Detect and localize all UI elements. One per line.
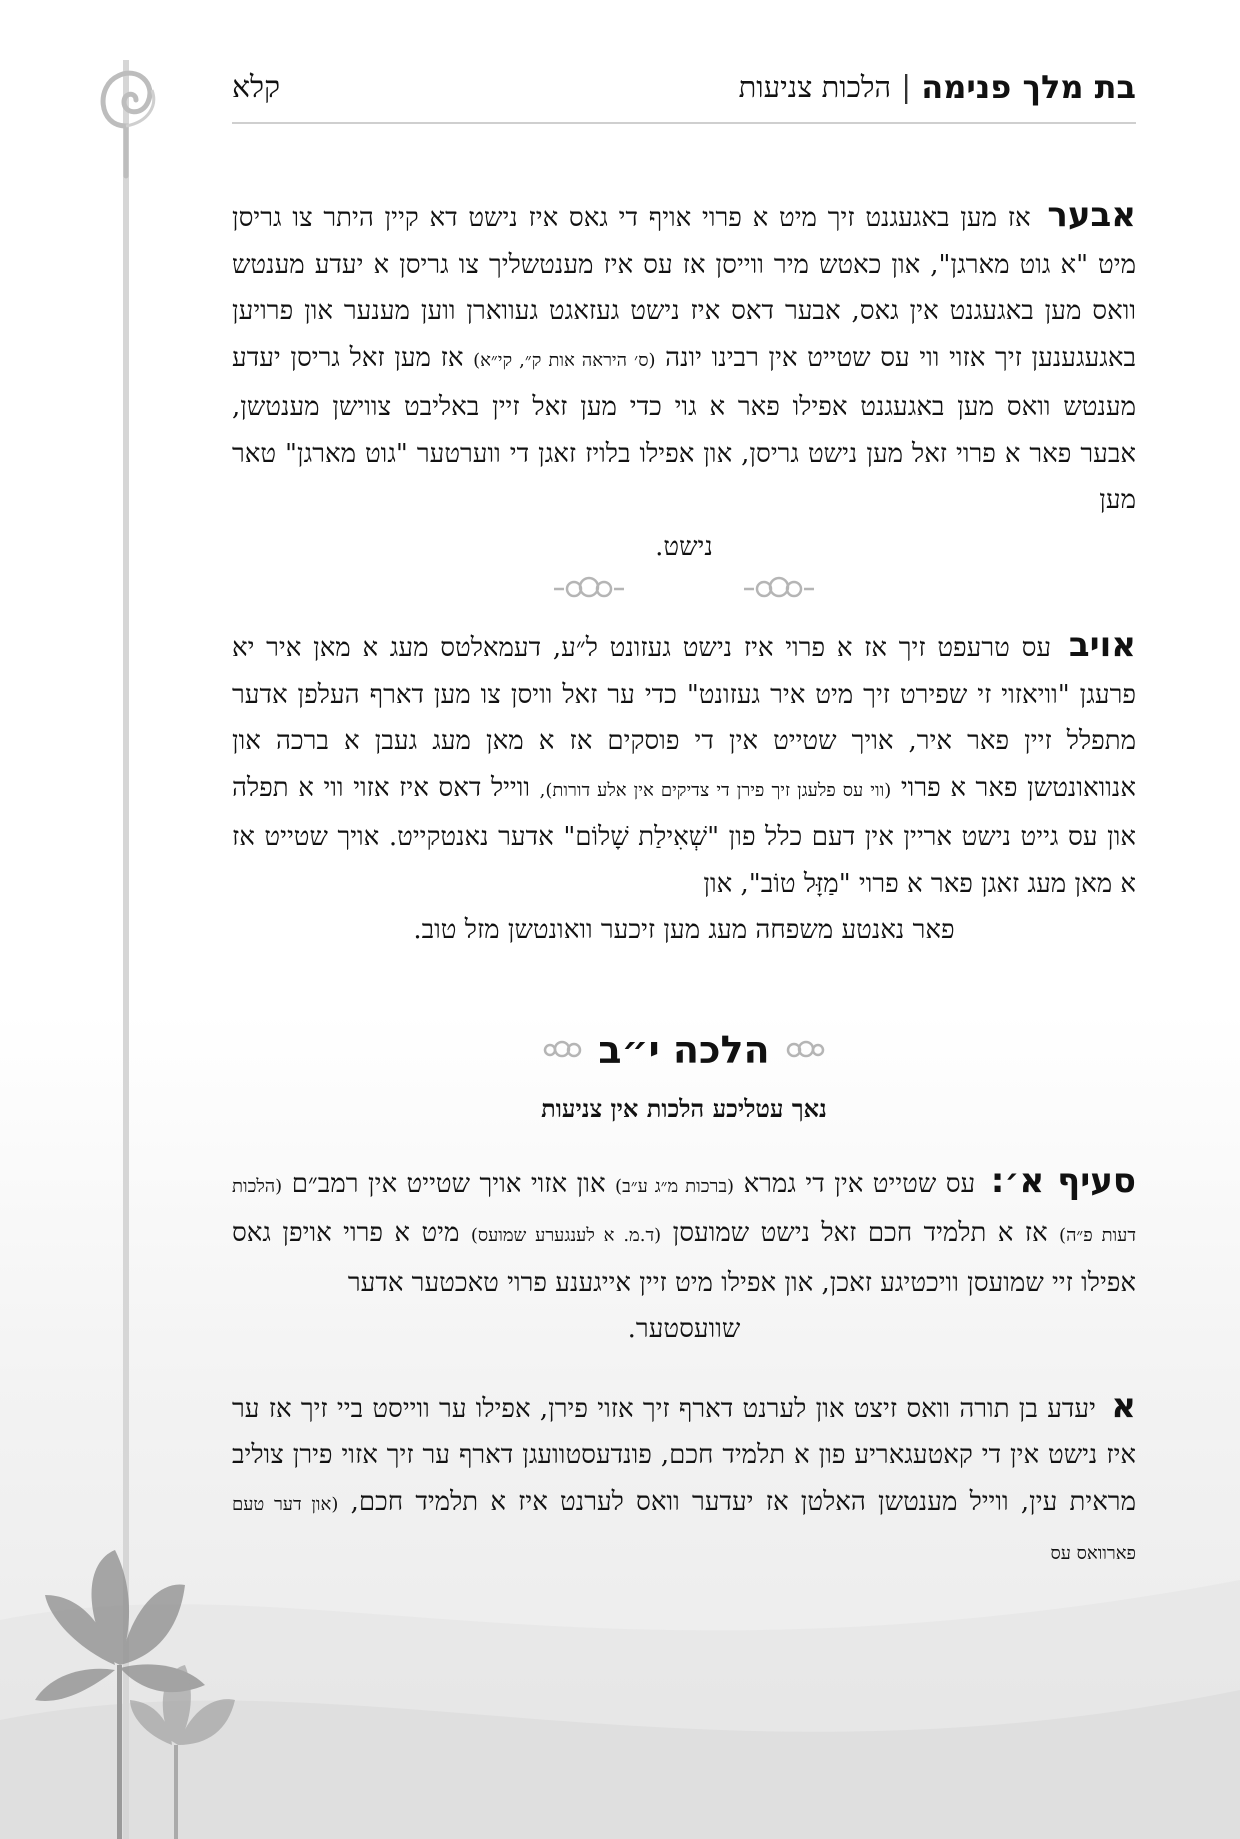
paragraph-a xyxy=(232,1383,1136,1578)
flower-decoration xyxy=(20,1540,300,1839)
paragraph-last-line: פאר נאנטע משפחה מעג מען זיכער וואונטשן מזל טוב. xyxy=(413,915,955,945)
running-header xyxy=(232,62,1136,124)
source-citation: (הלכות דעות פ״ה) xyxy=(232,1175,1136,1246)
main-text xyxy=(232,192,1136,1578)
ornament-right-icon xyxy=(542,1038,586,1062)
paragraph-text: יעדע בן תורה וואס זיצט און לערנט דארף זיך אזוי פירן, אפילו ער ווייסט ביי זיך אז ער איז נישט אין די קאטעגאריע פון א תלמיד חכם, פונדעסטוועגן דארף ער זיך אזוי פירן צוליב מראית עין, ווייל מענטשן האלטן אז יעדער וואס לערנט איז א תלמיד חכם, xyxy=(232,1393,1136,1517)
halacha-heading xyxy=(232,1028,1136,1072)
header-title-group xyxy=(739,68,1136,106)
halacha-title: הלכה י״ב xyxy=(598,1027,770,1072)
paragraph-seif-alef xyxy=(232,1158,1136,1353)
source-citation: (ווי עס פלעגן זיך פירן די צדיקים אין אלע דורות), xyxy=(539,779,892,801)
paragraph-aber xyxy=(232,192,1136,570)
ornament-left-icon xyxy=(782,1038,826,1062)
paragraph-text: עס שטייט אין די גמרא xyxy=(743,1168,976,1199)
paragraph-text: מיט א פרוי אויפן גאס אפילו זיי שמועסן וויכטיגע זאכן, און אפילו מיט זיין אייגענע פרוי טאכטער אדער xyxy=(232,1218,1136,1298)
header-separator: | xyxy=(901,69,912,105)
source-citation: (ד.מ. א לענגערע שמועס) xyxy=(470,1225,662,1246)
paragraph-lead-word: סעיף א׳: xyxy=(990,1160,1136,1201)
halacha-subtitle: נאך עטליכע הלכות אין צניעות xyxy=(541,1093,827,1123)
swirl-ornament-icon xyxy=(88,56,164,180)
paragraph-lead-word: אבער xyxy=(1047,195,1137,235)
source-citation: (און דער טעם פארוואס עס xyxy=(232,1493,1136,1564)
section-divider xyxy=(232,574,1136,604)
paragraph-oib xyxy=(232,622,1136,954)
paragraph-text: ווייל דאס איז אזוי ווי א תפלה און עס גייט נישט אריין אין דעם כלל פון "שְׁאִילַת שָׁלוֹם" אדער נאנטקייט. אויך שטייט אז א מאן מעג זאגן פאר א פרוי "מַזָּל טוֹב", און xyxy=(232,772,1137,899)
paragraph-last-line: נישט. xyxy=(655,531,713,562)
paragraph-text: און אזוי אויך שטייט אין רמב״ם xyxy=(291,1168,606,1199)
paragraph-text: אז מען באגעגנט זיך מיט א פרוי אויף די גאס איז נישט דא קיין היתר צו גריסן מיט "א גוט מארגן", און כאטש מיר ווייסן אז עס איז מענטשליך צו גריסן א יעדע מענטש וואס מען באגעגנט אין גאס, אבער דאס איז נישט געזאגט געווארן ווען מענער און פרויען באגעגענען זיך אזוי ווי עס שטייט אין רבינו יונה xyxy=(232,203,1137,373)
ornament-divider-icon xyxy=(534,574,834,604)
source-citation: (ס׳ היראה אות ק״, קי״א) xyxy=(473,349,656,371)
paragraph-lead-word: אויב xyxy=(1068,625,1137,665)
paragraph-text: אז א תלמיד חכם זאל נישט שמועסן xyxy=(672,1218,1048,1248)
paragraph-text: עס טרעפט זיך אז א פרוי איז נישט געזונט ל״ע, דעמאלטס מעג א מאן איר יא פרעגן "וויאזוי זי שפירט זיך מיט איר געזונט" כדי ער זאל וויסן צו מען דארף העלפן אדער מתפלל זיין פאר איר, אויך שטייט אין די פוסקים אז א מאן מעג געבן א ברכה און אנוואונטשן פאר א פרוי xyxy=(232,633,1136,803)
spacer xyxy=(232,1353,1136,1383)
page-number: קלא xyxy=(232,69,281,105)
section-title: הלכות צניעות xyxy=(738,69,892,104)
paragraph-text: אז מען זאל גריסן יעדע מענטש וואס מען באגעגנט אפילו פאר א גוי כדי מען זאל זיין באליבט צווישן מענטשן, אבער פאר א פרוי זאל מען נישט גריסן, און אפילו בלויז זאגן די ווערטער "גוט מארגן" טאר מען xyxy=(232,342,1136,515)
book-title: בת מלך פנימה xyxy=(921,68,1136,106)
paragraph-last-line: שוועסטער. xyxy=(627,1314,741,1344)
paragraph-lead-word: א xyxy=(1111,1385,1136,1426)
source-citation: (ברכות מ״ג ע״ב) xyxy=(615,1175,735,1197)
